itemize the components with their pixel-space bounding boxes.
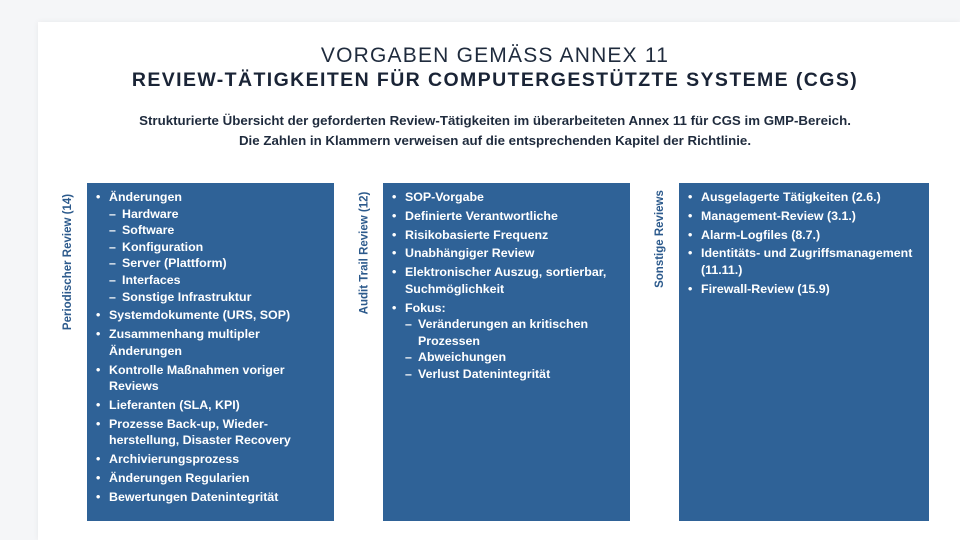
list-item xyxy=(383,300,630,383)
panel-audit-trail-review xyxy=(383,183,630,521)
column-label-text: Periodischer Review (14) xyxy=(62,193,74,330)
list-item: • Prozesse Back-up, Wieder-herstellung, Disaster Recovery xyxy=(87,416,334,449)
list-item: • Archivierungsprozess xyxy=(87,451,334,468)
list-item: • Identitäts- und Zugriffsmanagement (11.11.) xyxy=(679,245,929,278)
panel-other-reviews xyxy=(679,183,929,521)
sub-list xyxy=(405,316,630,382)
sub-item: – Hardware xyxy=(109,206,334,223)
list-item: • Kontrolle Maßnahmen voriger Reviews xyxy=(87,362,334,395)
subtitle-line1: Strukturierte Übersicht der geforderten Review-Tätigkeiten im überarbeiteten Annex 11 für CGS im GMP-Bereich. xyxy=(139,113,851,128)
list-item: • Ausgelagerte Tätigkeiten (2.6.) xyxy=(679,189,929,206)
list-item: • Lieferanten (SLA, KPI) xyxy=(87,397,334,414)
list-item: • Systemdokumente (URS, SOP) xyxy=(87,307,334,324)
sub-item: – Verlust Datenintegrität xyxy=(405,366,630,383)
item-text: Fokus: xyxy=(405,300,446,315)
sub-item: – Software xyxy=(109,222,334,239)
list-item: • Elektronischer Auszug, sortierbar, Suchmöglichkeit xyxy=(383,264,630,297)
list-item: • Zusammenhang multipler Änderungen xyxy=(87,326,334,359)
item-list xyxy=(679,189,929,297)
list-item: • Firewall-Review (15.9) xyxy=(679,281,929,298)
page-title-line2: REVIEW-TÄTIGKEITEN FÜR COMPUTERGESTÜTZTE SYSTEME (CGS) xyxy=(131,69,859,91)
sub-item: – Abweichungen xyxy=(405,349,630,366)
sub-item: – Interfaces xyxy=(109,272,334,289)
list-item: • Definierte Verantwortliche xyxy=(383,208,630,225)
column-label-text: Sonstige Reviews xyxy=(654,190,667,288)
sub-list xyxy=(109,206,334,306)
item-list xyxy=(383,189,630,382)
column-label-periodic xyxy=(58,183,78,340)
list-item: • Unabhängiger Review xyxy=(383,245,630,262)
page-title-line1: VORGABEN GEMÄSS ANNEX 11 xyxy=(320,44,670,67)
sub-item: – Konfiguration xyxy=(109,239,334,256)
column-label-text: Audit Trail Review (12) xyxy=(358,191,371,315)
list-item: • Risikobasierte Frequenz xyxy=(383,227,630,244)
panel-periodic-review xyxy=(87,183,334,521)
list-item: • SOP-Vorgabe xyxy=(383,189,630,206)
column-label-audit-trail xyxy=(354,183,374,323)
list-item: • Bewertungen Datenintegrität xyxy=(87,489,334,506)
list-item: • Alarm-Logfiles (8.7.) xyxy=(679,227,929,244)
list-item xyxy=(87,189,334,305)
sub-item: – Server (Plattform) xyxy=(109,255,334,272)
list-item: • Management-Review (3.1.) xyxy=(679,208,929,225)
column-label-other xyxy=(650,183,670,295)
item-text: Änderungen xyxy=(109,190,182,204)
page-margin-top xyxy=(0,0,960,22)
item-list xyxy=(87,189,334,505)
list-item: • Änderungen Regularien xyxy=(87,470,334,487)
sub-item: – Veränderungen an kritischen Prozessen xyxy=(405,316,630,349)
page-subtitle xyxy=(0,111,960,151)
sub-item: – Sonstige Infrastruktur xyxy=(109,289,334,306)
subtitle-line2: Die Zahlen in Klammern verweisen auf die entsprechenden Kapitel der Richtlinie. xyxy=(238,133,752,148)
